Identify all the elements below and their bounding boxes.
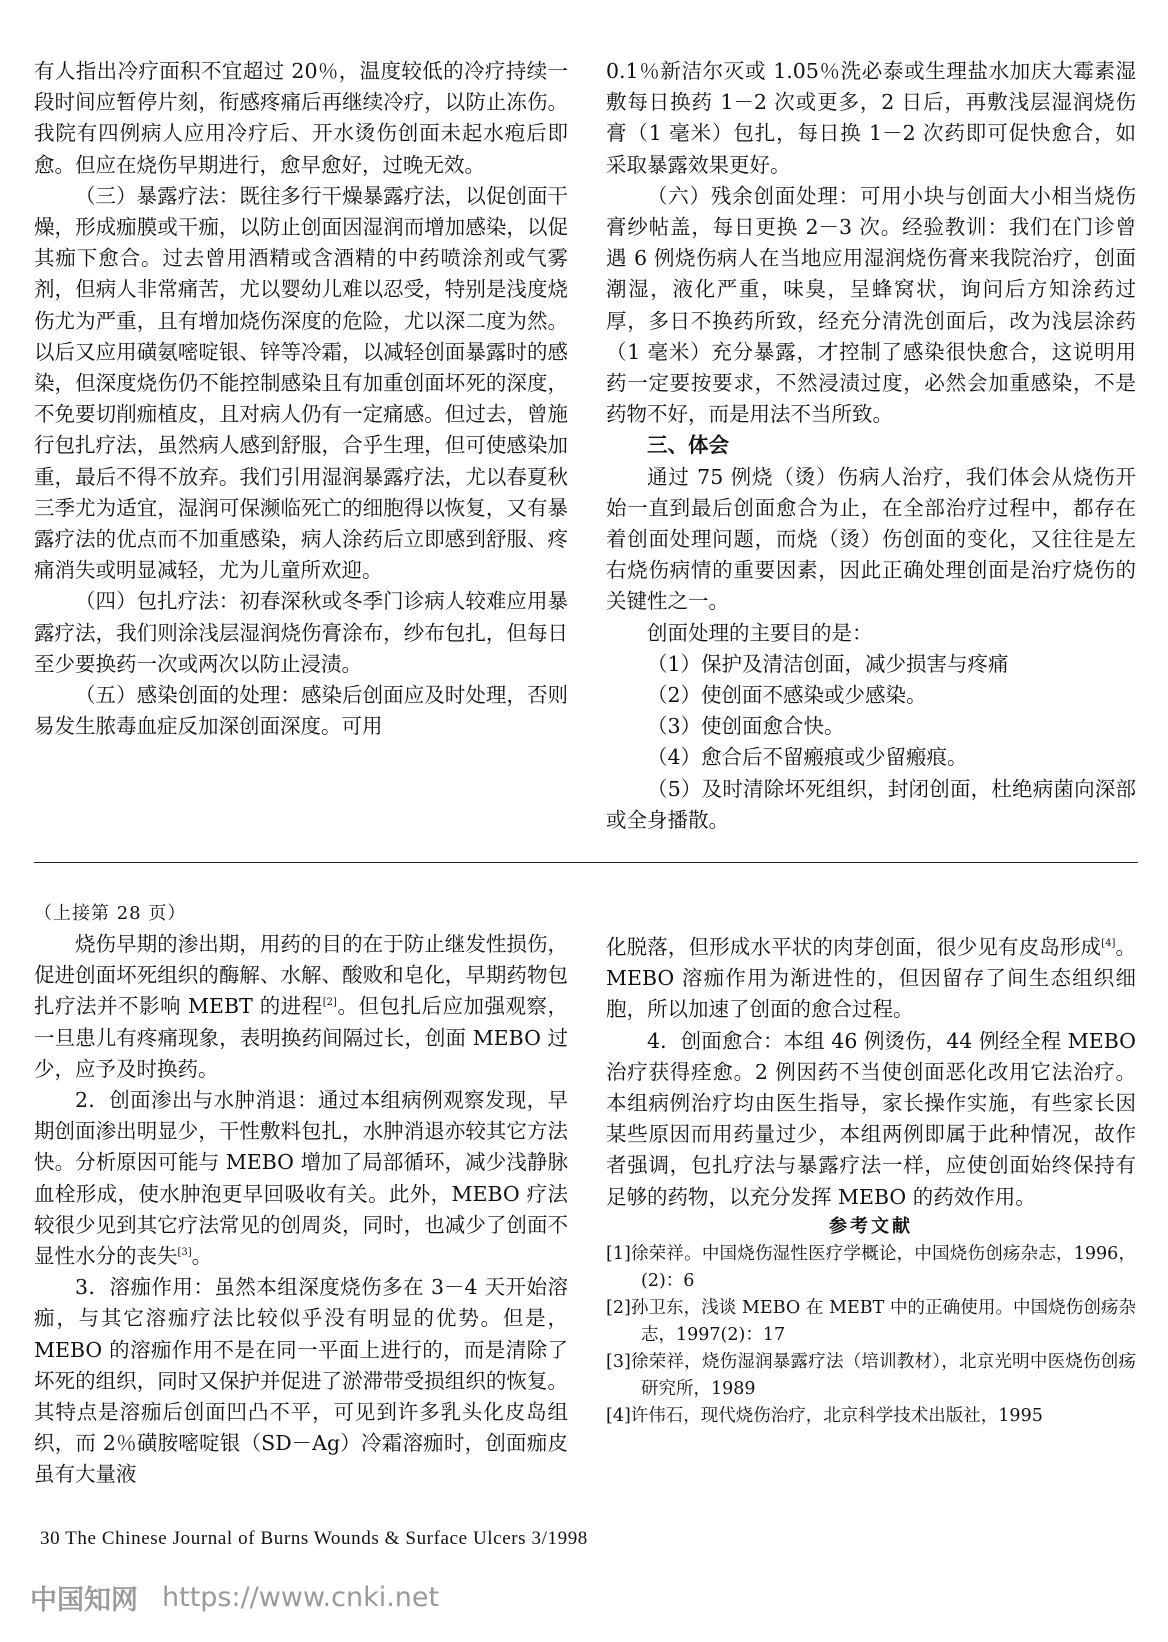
reference-item [606,1241,1136,1295]
watermark-url: https://www.cnki.net [162,1582,440,1613]
citation: [2] [322,997,337,1009]
cnki-watermark [30,1578,439,1617]
reference-number: [4] [606,1405,631,1426]
top-left-column [34,56,568,742]
paragraph: 4．创面愈合：本组 46 例烫伤，44 例经全程 MEBO 治疗获得痊愈。2 例因药不当使创面恶化改用它法治疗。本组病例治疗均由医生指导，家长操作实施，有些家长因某些原因而用药量过少，本组两例即属于此种情况，故作者强调，包扎疗法与暴露疗法一样，应使创面始终保持有足够的药物，以充分发挥 MEBO 的药效作用。 [606,1028,1136,1209]
paragraph [34,1085,568,1272]
citation: [3] [177,1247,192,1259]
reference-text: 孙卫东，浅谈 MEBO 在 MEBT 中的正确使用。中国烧伤创疡杂志，1997(2)：17 [630,1297,1136,1345]
paragraph-exposure-therapy: （三）暴露疗法：既往多行干燥暴露疗法，以促创面干燥，形成痂膜或干痂，以防止创面因湿润而增加感染，以促其痂下愈合。过去曾用酒精或含酒精的中药喷涂剂或气雾剂，但病人非常痛苦，尤以婴幼儿难以忍受，特别是浅度烧伤尤为严重，且有增加烧伤深度的危险，尤以深二度为然。以后又应用磺氨嘧啶银、锌等冷霜，以减轻创面暴露时的感染，但深度烧伤仍不能控制感染且有加重创面坏死的深度，不免要切削痂植皮，且对病人仍有一定痛感。但过去，曾施行包扎疗法，虽然病人感到舒服，合乎生理，但可使感染加重，最后不得不放弃。我们引用湿润暴露疗法，尤以春夏秋三季尤为适宜，湿润可保濒临死亡的细胞得以恢复，又有暴露疗法的优点而不加重感染，病人涂药后立即感到舒服、疼痛消失或明显减轻，尤为儿童所欢迎。 [34,183,568,583]
text-run: 。 [191,1244,213,1269]
reference-item [606,1403,1136,1430]
section-title: 三、体会 [647,433,729,458]
paragraph: 3．溶痂作用：虽然本组深度烧伤多在 3－4 天开始溶痂，与其它溶痂疗法比较似乎没有明显的优势。但是，MEBO 的溶痂作用不是在同一平面上进行的，而是清除了坏死的组织，同时又保护并促进了淤滞带受损组织的恢复。其特点是溶痂后创面凹凸不平，可见到许多乳头化皮岛组织，而 2％磺胺嘧啶银（SD－Ag）冷霜溶痂时，创面痂皮虽有大量液 [34,1275,568,1487]
references-title: 参考文献 [829,1215,913,1237]
top-right-column [606,56,1136,836]
reference-number: [1] [606,1243,631,1264]
paragraph: 通过 75 例烧（烫）伤病人治疗，我们体会从烧伤开始一直到最后创面愈合为止，在全部治疗过程中，都存在着创面处理问题，而烧（烫）伤创面的变化，又往往是左右烧伤病情的重要因素，因此正确处理创面是治疗烧伤的关键性之一。 [606,464,1136,614]
text-run: 。但包扎后应加强观察，一旦患儿有疼痛现象，表明换药间隔过长，创面 MEBO 过少，应予及时换药。 [34,994,568,1081]
reference-item [606,1349,1136,1403]
list-item: （4）愈合后不留瘢痕或少留瘢痕。 [647,745,968,770]
reference-number: [3] [606,1351,631,1372]
text-run: 。MEBO 溶痂作用为渐进性的，但因留存了间生态组织细胞，所以加速了创面的愈合过程。 [606,935,1137,1022]
paragraph-bandage-therapy: （四）包扎疗法：初春深秋或冬季门诊病人较难应用暴露疗法，我们则涂浅层湿润烧伤膏涂布，纱布包扎，但每日至少要换药一次或两次以防止浸渍。 [34,589,568,676]
list-item: （5）及时清除坏死组织，封闭创面，杜绝病菌向深部或全身播散。 [606,776,1136,832]
paragraph: 有人指出冷疗面积不宜超过 20％，温度较低的冷疗持续一段时间应暂停片刻，衔感疼痛后再继续冷疗，以防止冻伤。我院有四例病人应用冷疗后、开水烫伤创面未起水疱后即愈。但应在烧伤早期进行，愈早愈好，过晚无效。 [34,59,568,177]
paragraph: 创面处理的主要目的是： [647,620,873,645]
reference-text: 许伟石，现代烧伤治疗，北京科学技术出版社，1995 [630,1405,1043,1426]
page-footer: 30 The Chinese Journal of Burns Wounds & Surface Ulcers 3/1998 [40,1528,588,1549]
watermark-cnki-name: 中国知网 [30,1585,138,1616]
citation: [4] [1101,938,1116,950]
paragraph-infected-wound: （五）感染创面的处理：感染后创面应及时处理，否则易发生脓毒血症反加深创面深度。可用 [34,683,568,739]
bottom-left-column [34,898,568,1491]
paragraph [34,929,568,1085]
list-item: （2）使创面不感染或少感染。 [647,683,927,708]
text-run: 烧伤早期的渗出期，用药的目的在于防止继发性损伤，促进创面坏死组织的酶解、水解、酸败和皂化，早期药物包扎疗法并不影响 MEBT 的进程 [34,932,568,1019]
paragraph: 0.1％新洁尔灭或 1.05％洗必泰或生理盐水加庆大霉素湿敷每日换药 1－2 次或更多，2 日后，再敷浅层湿润烧伤膏（1 毫米）包扎，每日换 1－2 次药即可促快愈合，如采取暴露效果更好。 [606,59,1136,177]
paragraph-residual-wound: （六）残余创面处理：可用小块与创面大小相当烧伤膏纱帖盖，每日更换 2－3 次。经验教训：我们在门诊曾遇 6 例烧伤病人在当地应用湿润烧伤膏来我院治疗，创面潮湿，液化严重，味臭，呈蜂窝状，询问后方知涂药过厚，多日不换药所致，经充分清洗创面后，改为浅层涂药（1 毫米）充分暴露，才控制了感染很快愈合，这说明用药一定要按要求，不然浸渍过度，必然会加重感染，不是药物不好，而是用法不当所致。 [606,183,1136,427]
paragraph [606,932,1136,1026]
reference-item [606,1295,1136,1349]
bottom-right-column [606,932,1136,1430]
reference-text: 徐荣祥。中国烧伤湿性医疗学概论，中国烧伤创疡杂志，1996，(2)：6 [630,1243,1136,1291]
text-run: 2．创面渗出与水肿消退：通过本组病例观察发现，早期创面渗出明显少，干性敷料包扎，水肿消退亦较其它方法快。分析原因可能与 MEBO 增加了局部循环，减少浅静脉血栓形成，使水肿泡更早回吸收有关。此外，MEBO 疗法较很少见到其它疗法常见的创周炎，同时，也减少了创面不显性水分的丧失 [34,1088,568,1269]
continued-from-note: （上接第 28 页） [34,903,187,924]
list-item: （3）使创面愈合快。 [647,714,845,739]
reference-text: 徐荣祥，烧伤湿润暴露疗法（培训教材），北京光明中医烧伤创疡研究所，1989 [630,1351,1136,1399]
text-run: 化脱落，但形成水平状的肉芽创面，很少见有皮岛形成 [606,935,1102,959]
reference-number: [2] [606,1297,631,1318]
section-divider [34,862,1138,863]
list-item: （1）保护及清洁创面，减少损害与疼痛 [647,651,1009,676]
